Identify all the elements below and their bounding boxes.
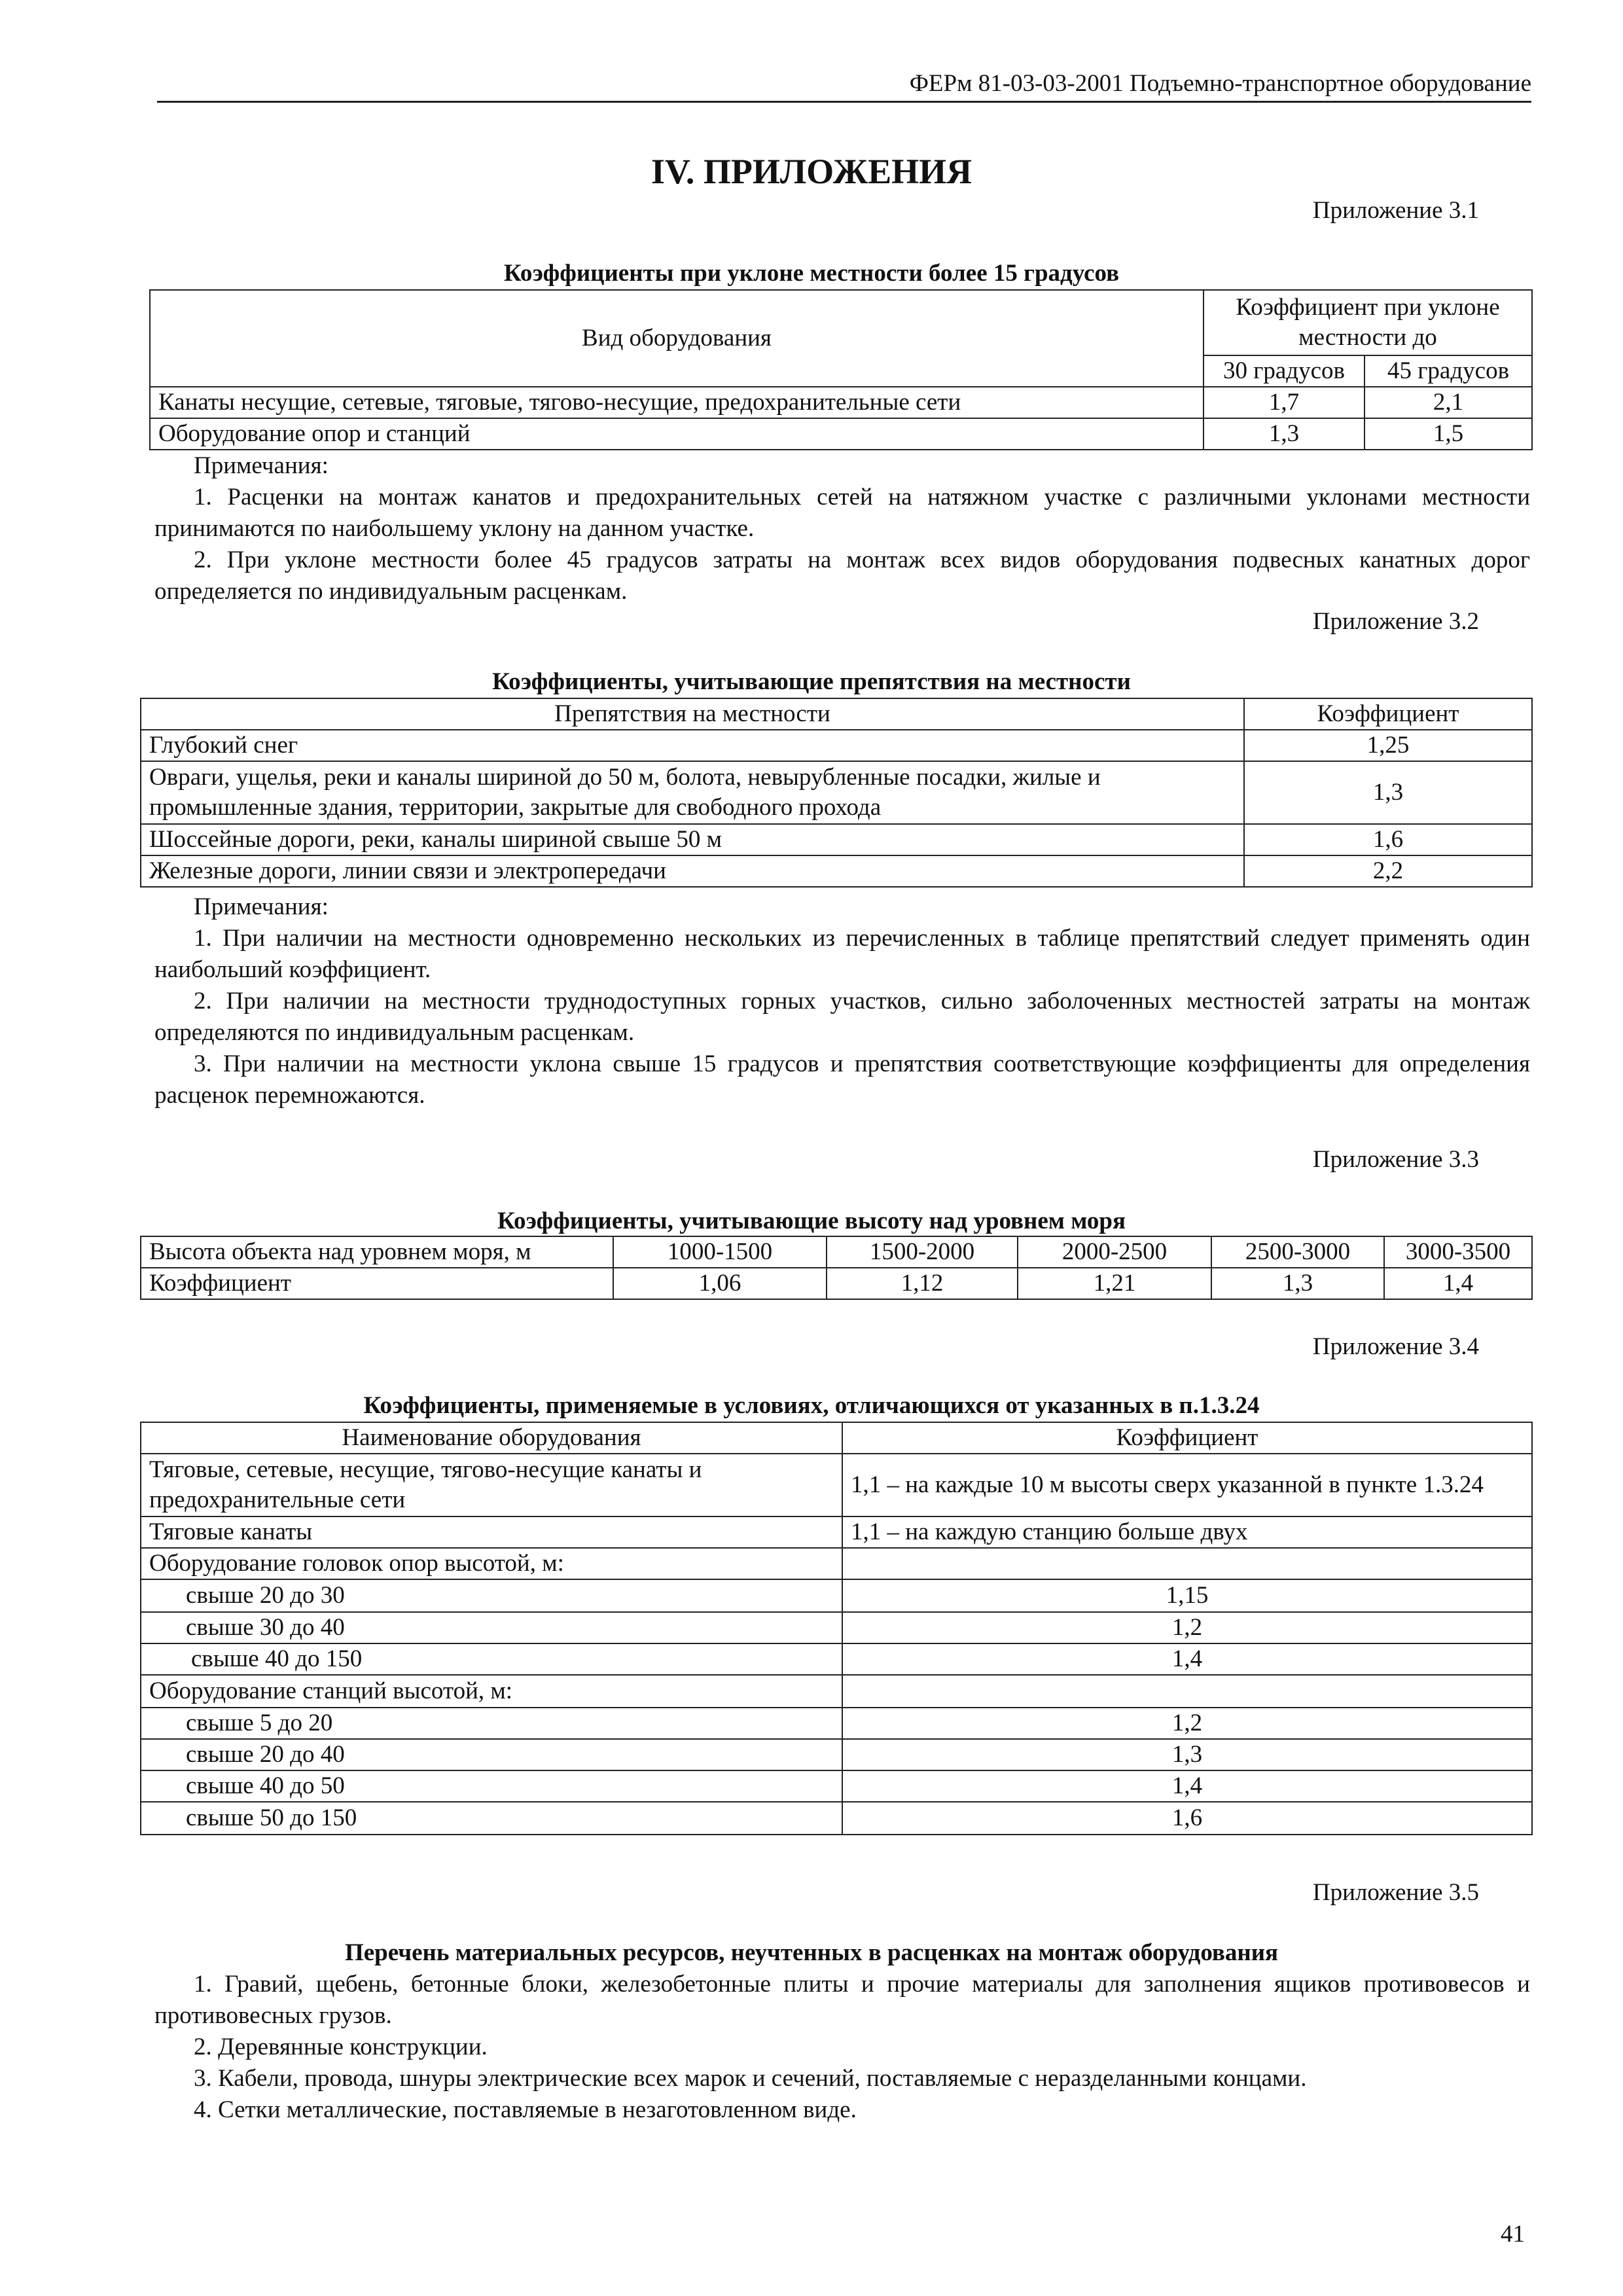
table-cell: свыше 20 до 30	[141, 1579, 842, 1612]
table-cell: Тяговые, сетевые, несущие, тягово-несущие канаты и предохранительные сети	[141, 1454, 842, 1516]
list-item: 3. Кабели, провода, шнуры электрические всех марок и сечений, поставляемые с неразделанными концами.	[194, 2065, 1307, 2092]
table-cell: 1000-1500	[613, 1236, 827, 1268]
table-cell: свыше 30 до 40	[141, 1612, 842, 1643]
table-cell: Шоссейные дороги, реки, каналы шириной свыше 50 м	[141, 824, 1244, 855]
table-cell: 1,1 – на каждую станцию больше двух	[842, 1516, 1532, 1548]
table-cell: 1,3	[1211, 1268, 1384, 1299]
appendix-3-3-label: Приложение 3.3	[1312, 1146, 1479, 1173]
table-cell: 1,12	[827, 1268, 1018, 1299]
table-header-obstacle: Препятствия на местности	[141, 698, 1244, 730]
table-cell: 1,1 – на каждые 10 м высоты сверх указанной в пункте 1.3.24	[842, 1454, 1532, 1516]
table-cell: 2,1	[1364, 387, 1532, 418]
table-cell: Коэффициент	[141, 1268, 613, 1299]
appendix-3-2-caption: Коэффициенты, учитывающие препятствия на местности	[492, 668, 1131, 695]
table-cell: 1,06	[613, 1268, 827, 1299]
table-row	[141, 1708, 1532, 1739]
table-row	[141, 1548, 1532, 1579]
table-header-coef: Коэффициент при уклоне местности до	[1204, 290, 1532, 355]
table-row	[141, 1612, 1532, 1643]
list-item: 1. Гравий, щебень, бетонные блоки, железобетонные плиты и прочие материалы для заполнения ящиков противовесов и противовесных грузов.	[154, 1971, 1530, 2029]
table-cell: Глубокий снег	[141, 730, 1244, 761]
table-cell: Тяговые канаты	[141, 1516, 842, 1548]
appendix-3-5-label: Приложение 3.5	[1312, 1879, 1479, 1906]
note-paragraph: 1. Расценки на монтаж канатов и предохранительных сетей на натяжном участке с различными уклонами местности принимаются по наибольшему уклону на данном участке.	[154, 484, 1530, 542]
note-paragraph: 3. При наличии на местности уклона свыше 15 градусов и препятствия соответствующие коэффициенты для определения расценок перемножаются.	[154, 1050, 1530, 1109]
conditions-coefficients-table	[140, 1422, 1533, 1835]
table-cell: свыше 5 до 20	[141, 1708, 842, 1739]
table-cell: 1,5	[1364, 418, 1532, 450]
appendix-3-1-label: Приложение 3.1	[1312, 197, 1479, 224]
list-item: 4. Сетки металлические, поставляемые в незаготовленном виде.	[194, 2096, 857, 2123]
table-cell: 2000-2500	[1018, 1236, 1211, 1268]
table-cell: свыше 40 до 150	[141, 1643, 842, 1675]
table-cell: 1,15	[842, 1579, 1532, 1612]
appendix-3-2-label: Приложение 3.2	[1312, 608, 1479, 635]
table-cell: 1,2	[842, 1708, 1532, 1739]
table-row	[141, 1675, 1532, 1708]
table-row	[150, 418, 1532, 450]
appendix-3-5-caption: Перечень материальных ресурсов, неучтенных в расценках на монтаж оборудования	[344, 1939, 1279, 1966]
table-header-equipment: Вид оборудования	[150, 290, 1204, 387]
table-row	[141, 1643, 1532, 1675]
table-cell: 1,25	[1244, 730, 1532, 761]
table-cell: свыше 40 до 50	[141, 1770, 842, 1802]
table-cell: 1,7	[1204, 387, 1364, 418]
table-cell: 1,21	[1018, 1268, 1211, 1299]
table-cell: 2500-3000	[1211, 1236, 1384, 1268]
slope-coefficients-table	[149, 289, 1533, 450]
table-row	[150, 387, 1532, 418]
table-cell: свыше 50 до 150	[141, 1802, 842, 1835]
note-paragraph: 2. При уклоне местности более 45 градусов затраты на монтаж всех видов оборудования подвесных канатных дорог определяется по индивидуальным расценкам.	[154, 547, 1530, 605]
table-row	[141, 1802, 1532, 1835]
table-row	[141, 1268, 1532, 1299]
running-head: ФЕРм 81-03-03-2001 Подъемно-транспортное оборудование	[157, 68, 1531, 103]
table-row	[141, 1454, 1532, 1516]
altitude-coefficients-table	[140, 1236, 1533, 1300]
table-cell: Канаты несущие, сетевые, тяговые, тягово-несущие, предохранительные сети	[150, 387, 1204, 418]
table-cell: Высота объекта над уровнем моря, м	[141, 1236, 613, 1268]
page-number: 41	[1501, 2221, 1525, 2248]
appendix-3-3-caption: Коэффициенты, учитывающие высоту над уровнем моря	[497, 1208, 1126, 1234]
obstacle-coefficients-table	[140, 698, 1533, 888]
table-cell: Оборудование опор и станций	[150, 418, 1204, 450]
table-cell: 3000-3500	[1384, 1236, 1532, 1268]
appendix-3-1-caption: Коэффициенты при уклоне местности более 15 градусов	[503, 260, 1120, 287]
table-cell: Оборудование головок опор высотой, м:	[141, 1548, 842, 1579]
page-title: IV. ПРИЛОЖЕНИЯ	[651, 152, 972, 191]
note-paragraph: 1. При наличии на местности одновременно нескольких из перечисленных в таблице препятствий следует применять один наибольший коэффициент.	[154, 925, 1530, 983]
table-header-30: 30 градусов	[1204, 355, 1364, 387]
table-cell: 1,3	[1204, 418, 1364, 450]
table-cell: Оборудование станций высотой, м:	[141, 1675, 842, 1708]
list-item: 2. Деревянные конструкции.	[194, 2034, 488, 2060]
table-cell: 1,6	[1244, 824, 1532, 855]
table-cell: Овраги, ущелья, реки и каналы шириной до 50 м, болота, невырубленные посадки, жилые и промышленные здания, территории, закрытые для свободного прохода	[141, 761, 1244, 824]
table-row	[141, 824, 1532, 855]
table-cell: Железные дороги, линии связи и электропередачи	[141, 855, 1244, 887]
table-cell: 1,2	[842, 1612, 1532, 1643]
notes-title: Примечания:	[194, 452, 329, 479]
table-row	[141, 1516, 1532, 1548]
table-cell: 1,4	[842, 1770, 1532, 1802]
table-header-coef: Коэффициент	[1244, 698, 1532, 730]
appendix-3-4-caption: Коэффициенты, применяемые в условиях, отличающихся от указанных в п.1.3.24	[363, 1392, 1260, 1419]
table-cell: 1,6	[842, 1802, 1532, 1835]
table-cell: 1,4	[842, 1643, 1532, 1675]
table-row	[141, 1579, 1532, 1612]
table-cell	[842, 1675, 1532, 1708]
table-cell: свыше 20 до 40	[141, 1739, 842, 1770]
table-row	[141, 1236, 1532, 1268]
table-row	[141, 761, 1532, 824]
table-cell: 1,3	[842, 1739, 1532, 1770]
note-paragraph: 2. При наличии на местности труднодоступных горных участков, сильно заболоченных местностей затраты на монтаж определяются по индивидуальным расценкам.	[154, 988, 1530, 1046]
table-header-coef: Коэффициент	[842, 1422, 1532, 1454]
table-row	[141, 1770, 1532, 1802]
table-row	[141, 730, 1532, 761]
table-cell: 1,4	[1384, 1268, 1532, 1299]
table-header-name: Наименование оборудования	[141, 1422, 842, 1454]
notes-title: Примечания:	[194, 893, 329, 920]
table-row	[141, 855, 1532, 887]
table-cell: 2,2	[1244, 855, 1532, 887]
table-header-45: 45 градусов	[1364, 355, 1532, 387]
table-cell	[842, 1548, 1532, 1579]
appendix-3-4-label: Приложение 3.4	[1312, 1333, 1479, 1360]
table-cell: 1,3	[1244, 761, 1532, 824]
table-row	[141, 1739, 1532, 1770]
table-cell: 1500-2000	[827, 1236, 1018, 1268]
